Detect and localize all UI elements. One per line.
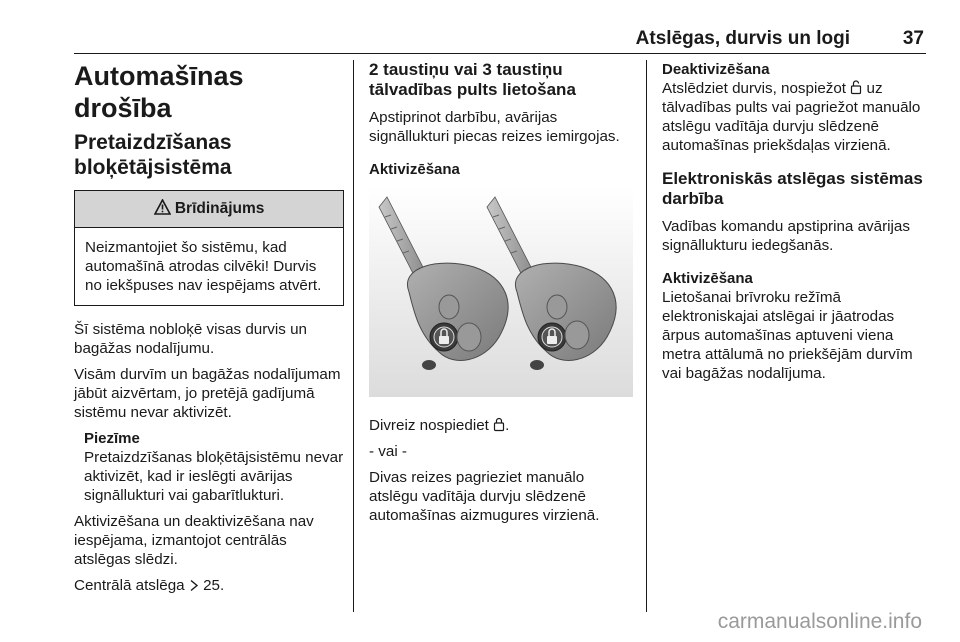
subheading: Deaktivizēšana [662, 61, 770, 78]
instruction-end: . [505, 417, 510, 434]
unlock-icon [850, 80, 862, 95]
warning-header [75, 191, 343, 228]
paragraph: Lietošanai brīvroku režīmā elektroniskajai atslēgai ir jāatrodas ārpus automašīnas aptuveni viena metra attālumā no priekšējām durvīm vai bagāžas nodalījuma. [662, 289, 913, 382]
warning-title: Brīdinājums [174, 200, 265, 217]
column-1 [74, 60, 344, 602]
subheading: Aktivizēšana [369, 161, 460, 178]
watermark: carmanualsonline.info [717, 610, 922, 633]
note-text: Pretaizdzīšanas bloķētājsistēmu nevar aktivizēt, kad ir ieslēgti avārijas signāllukturi vai gabarītlukturi. [84, 449, 344, 504]
instruction-text: Divreiz nospiediet [369, 417, 489, 434]
instruction [369, 416, 633, 435]
remote-key-illustration [369, 187, 633, 397]
column-2 [369, 60, 633, 532]
paragraph: Visām durvīm un bagāžas nodalījumam jābūt aizvērtam, jo pretējā gadījumā sistēmu nevar aktivizēt. [74, 366, 341, 421]
page-header [74, 26, 926, 56]
paragraph [662, 79, 932, 155]
note-block [74, 429, 344, 505]
section-heading: 2 taustiņu vai 3 taustiņu tālvadības pults lietošana [369, 60, 576, 99]
or-separator: - vai - [369, 443, 407, 460]
deactivate-text-a: Atslēdziet durvis, nospiežot [662, 80, 847, 97]
column-3 [662, 60, 932, 390]
cross-reference [74, 576, 344, 595]
paragraph: Apstiprinot darbību, avārijas signāllukturi piecas reizes iemirgojas. [369, 109, 620, 145]
note-title: Piezīme [84, 430, 140, 447]
deactivate-text-b: uz tālvadības pults vai pagriežot manuālo atslēgu vadītāja durvju slēdzenē automašīnas priekšdaļas virzienā. [662, 80, 921, 154]
page-reference-icon [189, 579, 199, 592]
warning-text: Neizmantojiet šo sistēmu, kad automašīnā atrodas cilvēki! Durvis no iekšpuses nav iespējams atvērt. [85, 239, 322, 294]
section-heading: Elektroniskās atslēgas sistēmas darbība [662, 169, 923, 208]
paragraph: Aktivizēšana un deaktivizēšana nav iespējama, izmantojot centrālās atslēgas slēdzi. [74, 513, 314, 568]
warning-triangle-icon [154, 199, 171, 215]
paragraph: Šī sistēma nobloķē visas durvis un bagāžas nodalījumu. [74, 321, 307, 357]
cross-reference-text: Centrālā atslēga [74, 577, 185, 594]
warning-box [74, 190, 344, 306]
subsection-heading-line2: bloķētājsistēma [74, 156, 232, 179]
subheading: Aktivizēšana [662, 270, 753, 287]
section-heading: Automašīnas drošība [74, 61, 244, 123]
column-divider [646, 60, 647, 612]
lock-icon [493, 417, 505, 432]
page-number: 37 [902, 28, 924, 49]
paragraph: Divas reizes pagrieziet manuālo atslēgu vadītāja durvju slēdzenē automašīnas aizmugures virzienā. [369, 469, 600, 524]
subsection-heading-line1: Pretaizdzīšanas [74, 131, 232, 154]
paragraph: Vadības komandu apstiprina avārijas signāllukturu iedegšanās. [662, 218, 910, 254]
column-divider [353, 60, 354, 612]
subsection-heading [74, 130, 344, 180]
header-rule [74, 53, 926, 54]
cross-reference-page: 25. [203, 577, 225, 594]
header-title: Atslēgas, durvis un logi [635, 28, 850, 49]
